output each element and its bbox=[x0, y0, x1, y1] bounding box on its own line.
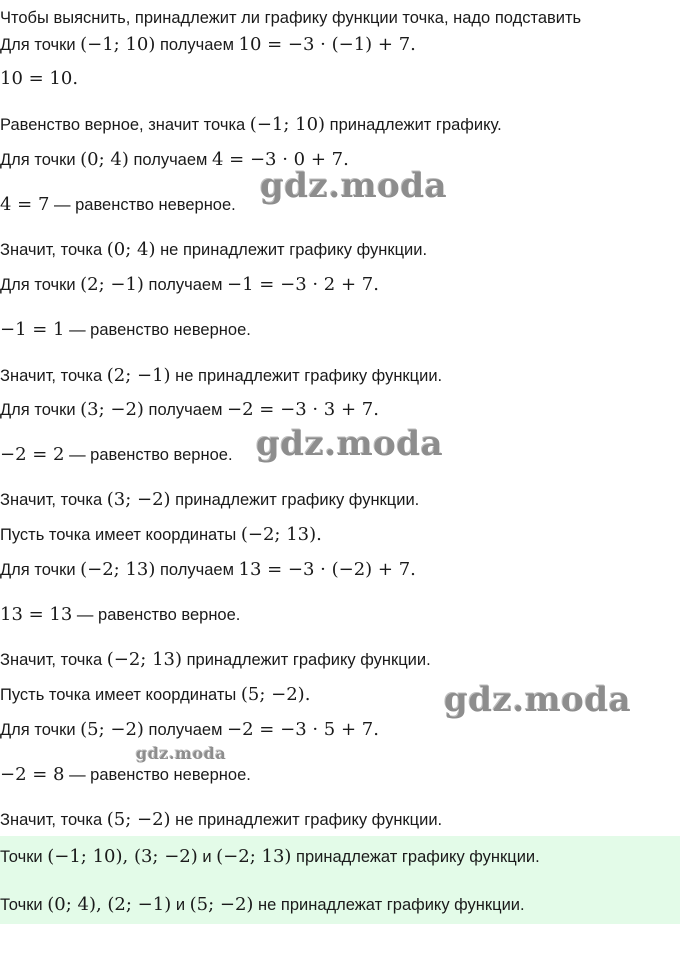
watermark: gdz.moda bbox=[260, 166, 448, 206]
watermark: gdz.moda bbox=[444, 680, 632, 720]
solution-line: −1 = 1 — равенство неверное. bbox=[0, 319, 251, 340]
solution-line: Для точки (−1; 10) получаем 10 = −3 · (−1) + 7. bbox=[0, 34, 416, 55]
solution-line: Для точки (5; −2) получаем −2 = −3 · 5 + 7. bbox=[0, 719, 379, 740]
solution-line: −2 = 8 — равенство неверное. bbox=[0, 764, 251, 785]
solution-line: Равенство верное, значит точка (−1; 10) принадлежит графику. bbox=[0, 114, 502, 135]
solution-line: Для точки (2; −1) получаем −1 = −3 · 2 + 7. bbox=[0, 274, 379, 295]
solution-line: Значит, точка (2; −1) не принадлежит графику функции. bbox=[0, 365, 443, 386]
solution-line: Для точки (−2; 13) получаем 13 = −3 · (−2) + 7. bbox=[0, 559, 416, 580]
solution-line: −2 = 2 — равенство верное. bbox=[0, 444, 233, 465]
solution-line: Значит, точка (−2; 13) принадлежит графику функции. bbox=[0, 649, 431, 670]
answer-line: Точки (0; 4), (2; −1) и (5; −2) не принадлежат графику функции. bbox=[0, 894, 525, 915]
solution-line: Пусть точка имеет координаты (5; −2). bbox=[0, 684, 311, 705]
solution-line: Пусть точка имеет координаты (−2; 13). bbox=[0, 524, 322, 545]
solution-line: 10 = 10. bbox=[0, 68, 79, 89]
solution-line: Для точки (0; 4) получаем 4 = −3 · 0 + 7. bbox=[0, 149, 349, 170]
watermark: gdz.moda bbox=[136, 744, 227, 763]
solution-line: 4 = 7 — равенство неверное. bbox=[0, 194, 236, 215]
solution-line: Значит, точка (3; −2) принадлежит графику функции. bbox=[0, 489, 420, 510]
solution-line: 13 = 13 — равенство верное. bbox=[0, 604, 241, 625]
solution-line: Значит, точка (0; 4) не принадлежит графику функции. bbox=[0, 239, 428, 260]
solution-line: Значит, точка (5; −2) не принадлежит графику функции. bbox=[0, 809, 443, 830]
solution-line: Чтобы выяснить, принадлежит ли графику функции точка, надо подставить bbox=[0, 9, 582, 27]
answer-line: Точки (−1; 10), (3; −2) и (−2; 13) принадлежат графику функции. bbox=[0, 846, 540, 867]
solution-line: Для точки (3; −2) получаем −2 = −3 · 3 + 7. bbox=[0, 399, 379, 420]
watermark: gdz.moda bbox=[256, 424, 444, 464]
